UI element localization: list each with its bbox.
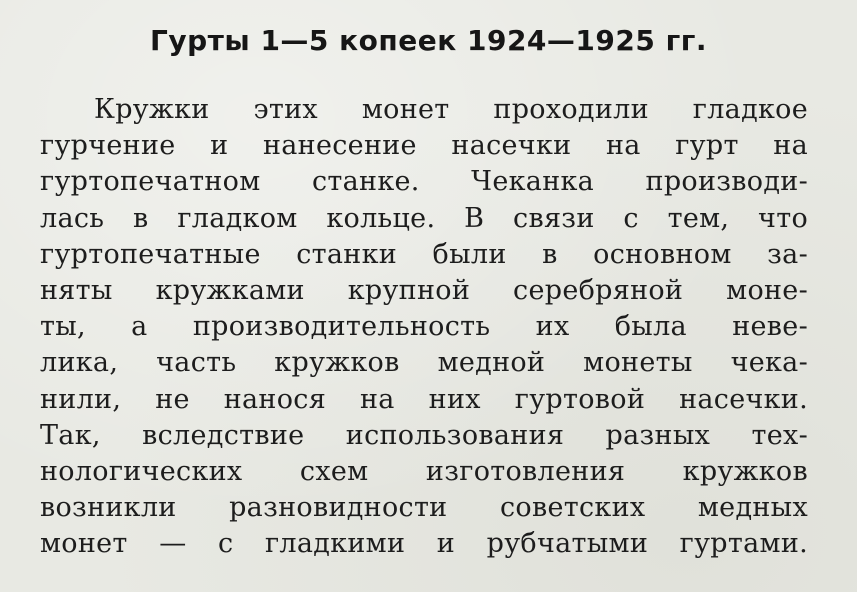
paragraph-line: монет — с гладкими и рубчатыми гуртами. bbox=[40, 528, 808, 560]
paragraph-line: няты кружками крупной серебряной моне- bbox=[40, 274, 808, 306]
paragraph-line: нили, не нанося на них гуртовой насечки. bbox=[40, 383, 808, 415]
paragraph-line: нологических схем изготовления кружков bbox=[40, 455, 808, 487]
paragraph-line: гурчение и нанесение насечки на гурт на bbox=[40, 130, 808, 162]
paragraph-line: гуртопечатном станке. Чеканка производи- bbox=[40, 166, 808, 198]
body-paragraph bbox=[40, 92, 808, 562]
paragraph-line: ты, а производительность их была неве- bbox=[40, 311, 808, 343]
paragraph-line: гуртопечатные станки были в основном за- bbox=[40, 238, 808, 270]
paragraph-line: Так, вследствие использования разных тех- bbox=[40, 419, 808, 451]
section-heading: Гурты 1—5 копеек 1924—1925 гг. bbox=[150, 24, 707, 57]
paragraph-line: лика, часть кружков медной монеты чека- bbox=[40, 347, 808, 379]
paragraph-line: возникли разновидности советских медных bbox=[40, 492, 808, 524]
paragraph-line: Кружки этих монет проходили гладкое bbox=[94, 94, 808, 125]
paragraph-line: лась в гладком кольце. В связи с тем, что bbox=[40, 202, 808, 234]
